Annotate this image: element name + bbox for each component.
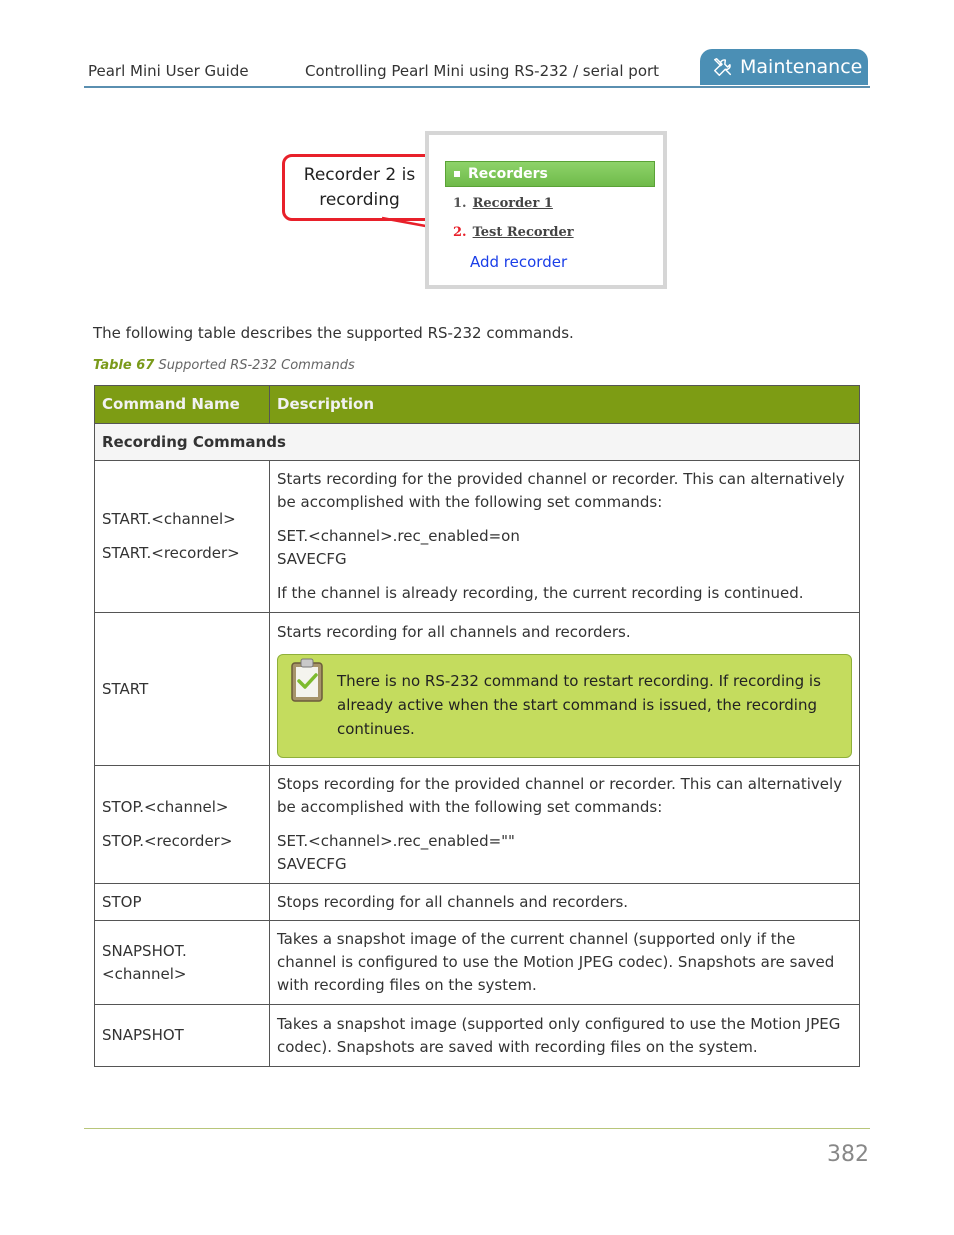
recorders-header	[445, 161, 655, 187]
callout-text: Recorder 2 is recording	[303, 164, 416, 210]
page-number: 382	[827, 1142, 869, 1167]
code-line: SET.<channel>.rec_enabled=on	[277, 527, 520, 545]
command-cell	[95, 1005, 270, 1067]
command-cell	[95, 921, 270, 1005]
caption-text: Supported RS-232 Commands	[158, 358, 355, 373]
add-recorder-link[interactable]: Add recorder	[470, 253, 568, 271]
table-row	[95, 884, 860, 921]
description-cell	[270, 766, 860, 884]
table-section-row	[95, 424, 860, 461]
command-cell	[95, 766, 270, 884]
intro-paragraph: The following table describes the supported RS-232 commands.	[93, 324, 574, 342]
description-cell	[270, 884, 860, 921]
recorder-number: 2.	[453, 225, 467, 240]
code-line: SET.<channel>.rec_enabled=""	[277, 832, 515, 850]
tab-label: Maintenance	[740, 56, 863, 78]
table-row	[95, 613, 860, 766]
command-name: STOP.<recorder>	[102, 832, 233, 850]
description-cell	[270, 921, 860, 1005]
section-title: Controlling Pearl Mini using RS-232 / serial port	[305, 62, 660, 80]
clipboard-check-icon	[289, 657, 325, 703]
table-row	[95, 921, 860, 1005]
description-text: Starts recording for all channels and recorders.	[277, 622, 631, 641]
column-header-description: Description	[270, 386, 860, 424]
commands-table	[94, 385, 860, 1067]
description-text: Stops recording for the provided channel or recorder. This can alternatively be accomplished with the following set commands:	[277, 775, 843, 816]
table-row	[95, 766, 860, 884]
command-cell	[95, 884, 270, 921]
description-text: Takes a snapshot image (supported only configured to use the Motion JPEG codec). Snapshots are saved with recording files on the system.	[277, 1014, 841, 1056]
command-name: SNAPSHOT	[102, 1026, 184, 1044]
command-name: START.<channel>	[102, 510, 236, 528]
command-name: SNAPSHOT.<channel>	[102, 941, 187, 983]
description-cell	[270, 1005, 860, 1067]
table-caption	[93, 358, 355, 373]
description-text: If the channel is already recording, the current recording is continued.	[277, 584, 804, 602]
note-box	[277, 654, 852, 758]
recorders-panel	[425, 131, 667, 289]
description-cell	[270, 613, 860, 766]
recorder-item[interactable]	[453, 196, 553, 211]
tools-icon	[712, 56, 734, 78]
section-heading: Recording Commands	[95, 424, 860, 461]
note-text: There is no RS-232 command to restart recording. If recording is already active when the start command is issued, the recording continues.	[337, 671, 821, 738]
recorder-item-active[interactable]	[453, 225, 574, 240]
table-row	[95, 1005, 860, 1067]
command-name: START.<recorder>	[102, 544, 240, 562]
code-line: SAVECFG	[277, 855, 347, 873]
header-rule	[84, 86, 870, 88]
doc-title: Pearl Mini User Guide	[88, 62, 249, 80]
command-cell	[95, 461, 270, 613]
description-text: Stops recording for all channels and recorders.	[277, 892, 629, 911]
maintenance-tab	[700, 49, 868, 85]
bullet-square-icon	[454, 171, 460, 177]
recorder-link[interactable]: Test Recorder	[472, 225, 574, 240]
caption-label: Table 67	[93, 358, 155, 373]
table-row	[95, 461, 860, 613]
callout-box	[282, 154, 437, 221]
description-cell	[270, 461, 860, 613]
command-cell	[95, 613, 270, 766]
recorder-link[interactable]: Recorder 1	[472, 196, 553, 211]
recorder-number: 1.	[453, 196, 467, 211]
command-name: START	[102, 679, 149, 698]
code-line: SAVECFG	[277, 550, 347, 568]
description-text: Starts recording for the provided channel or recorder. This can alternatively be accomplished with the following set commands:	[277, 470, 845, 511]
description-text: Takes a snapshot image of the current channel (supported only if the channel is configured to use the Motion JPEG codec). Snapshots are saved with recording files on the system.	[277, 930, 835, 994]
recorders-header-label: Recorders	[468, 166, 548, 182]
command-name: STOP	[102, 892, 142, 911]
table-header-row	[95, 386, 860, 424]
column-header-command: Command Name	[95, 386, 270, 424]
command-name: STOP.<channel>	[102, 798, 229, 816]
footer-rule	[84, 1128, 870, 1129]
